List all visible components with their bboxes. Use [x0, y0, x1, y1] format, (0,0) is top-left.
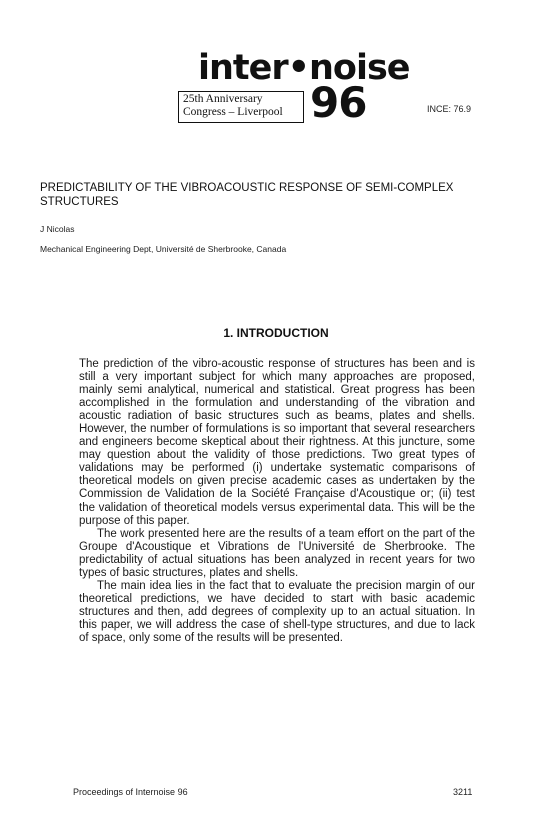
paragraph: The main idea lies in the fact that to evaluate the precision margin of our theoretical predictions, we have decided to start with basic academic structures and then, add degrees of complexity up to an actual situation. In this paper, we will address the case of shell-type structures, and due to lack of space, only some of the results will be presented. — [79, 579, 475, 644]
paragraph: The work presented here are the results of a team effort on the part of the Groupe d'Acoustique et Vibrations de l'Université de Sherbrooke. The predictability of actual situations has been analyzed in recent years for two types of basic structures, plates and shells. — [79, 527, 475, 579]
conference-logo — [174, 48, 410, 132]
logo-box-line1: 25th Anniversary — [183, 93, 263, 105]
author: J Nicolas — [40, 224, 75, 234]
proceedings-footer: Proceedings of Internoise 96 — [73, 787, 188, 797]
affiliation: Mechanical Engineering Dept, Université de Sherbrooke, Canada — [40, 244, 287, 254]
paragraph: The prediction of the vibro-acoustic response of structures has been and is still a very important subject for which many approaches are proposed, mainly semi analytical, numerical and statistical. Great progress has been accomplished in the formulation and understanding of the vibration and acoustic radiation of basic structures such as beams, plates and shells. However, the number of formulations is so important that several researchers and engineers become skeptical about their rightness. At this juncture, some may question about the validity of those predictions. Two great types of validations may be performed (i) undertake systematic comparisons of theoretical models on given precise academic cases as undertaken by the Commission de Validation de la Société Française d'Acoustique or; (ii) test the validation of theoretical models versus experimental data. This will be the purpose of this paper. — [79, 358, 475, 527]
body-text — [79, 358, 475, 645]
logo-anniversary-box — [178, 91, 304, 123]
logo-year: 96 — [310, 78, 367, 127]
paper-title: PREDICTABILITY OF THE VIBROACOUSTIC RESPONSE OF SEMI-COMPLEX STRUCTURES — [40, 182, 454, 208]
logo-box-line2: Congress – Liverpool — [183, 106, 283, 118]
section-heading: 1. INTRODUCTION — [223, 326, 329, 340]
page-number: 3211 — [453, 787, 473, 797]
logo-title: inter•noise — [198, 48, 410, 88]
reference-code: INCE: 76.9 — [427, 104, 472, 114]
